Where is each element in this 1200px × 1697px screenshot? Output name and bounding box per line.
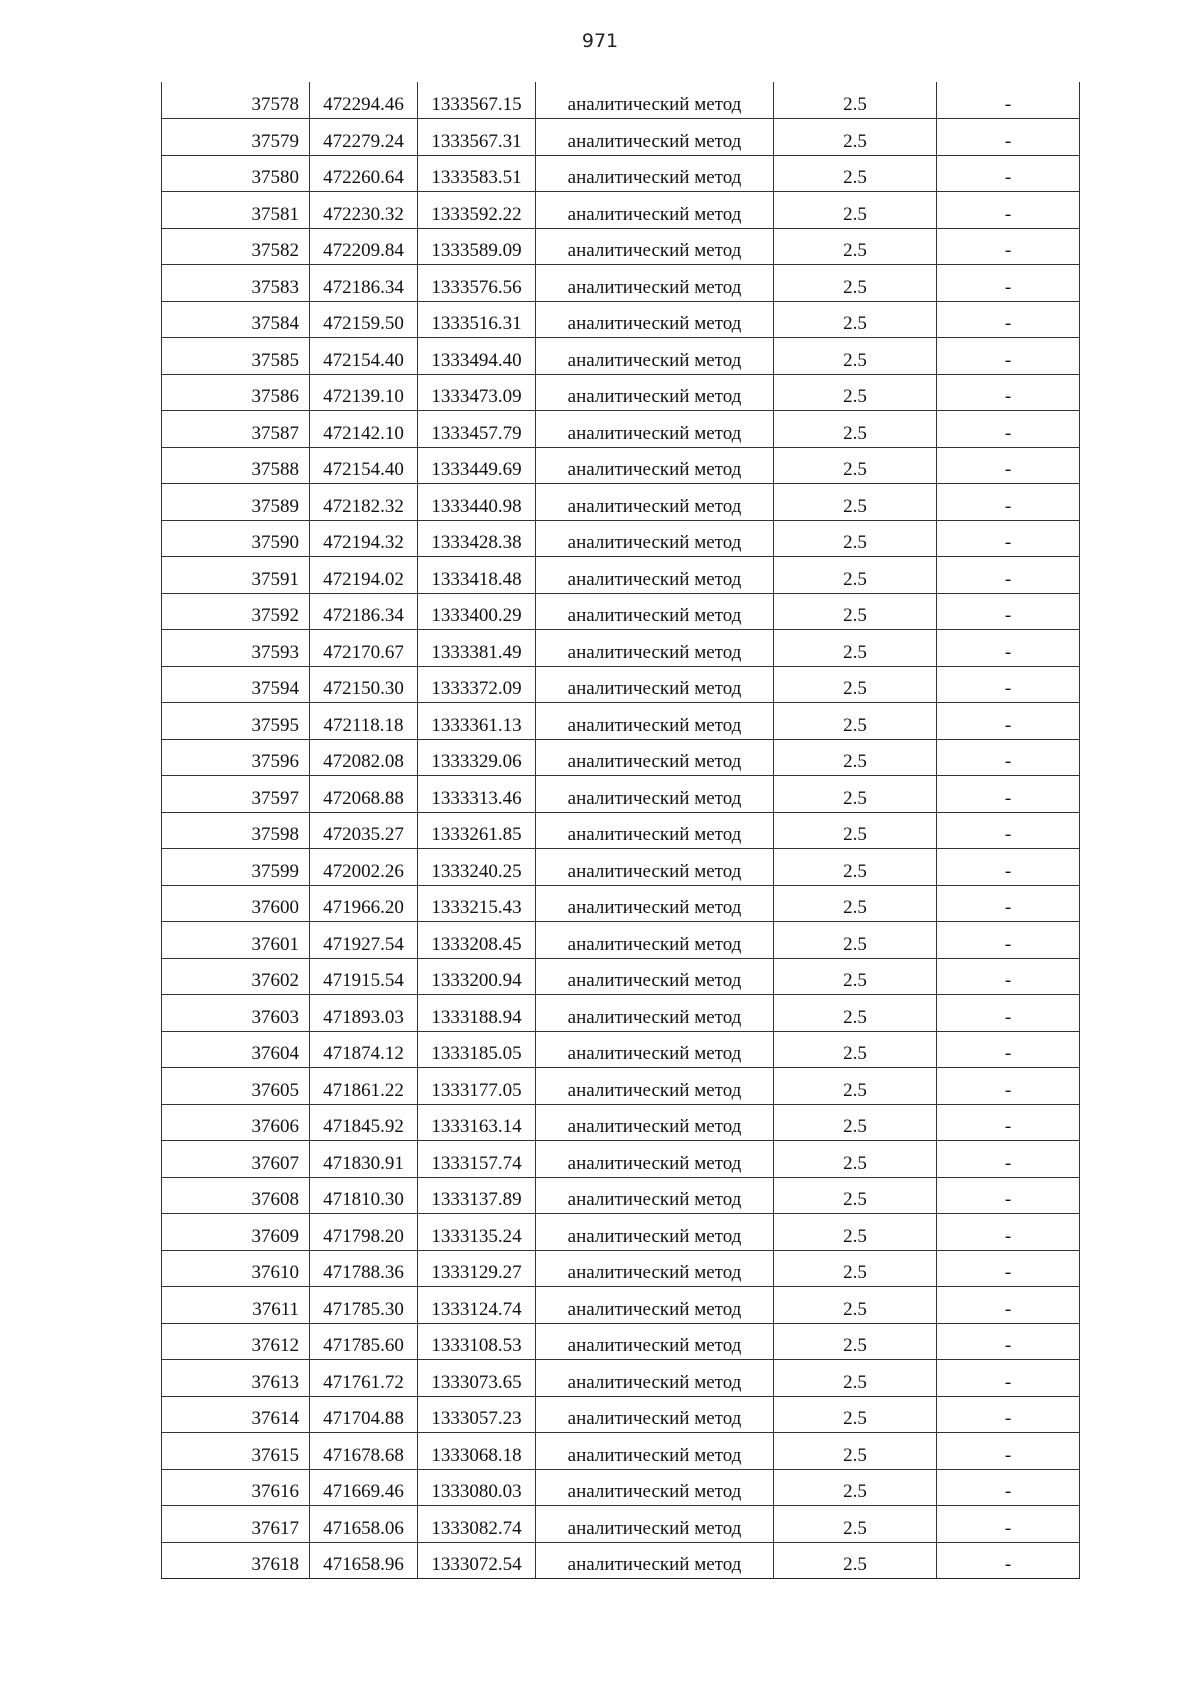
method-cell: аналитический метод [536, 1433, 774, 1470]
method-cell: аналитический метод [536, 1214, 774, 1251]
table-row [162, 484, 1080, 521]
method-cell: аналитический метод [536, 338, 774, 375]
accuracy-cell: 2.5 [774, 885, 937, 922]
method-cell: аналитический метод [536, 1141, 774, 1178]
table-row [162, 812, 1080, 849]
note-cell: - [937, 593, 1080, 630]
x-coordinate-cell: 472260.64 [310, 155, 418, 192]
point-number-cell: 37617 [162, 1506, 310, 1543]
method-cell: аналитический метод [536, 1506, 774, 1543]
accuracy-cell: 2.5 [774, 338, 937, 375]
y-coordinate-cell: 1333208.45 [418, 922, 536, 959]
point-number-cell: 37583 [162, 265, 310, 302]
table-row [162, 593, 1080, 630]
method-cell: аналитический метод [536, 812, 774, 849]
point-number-cell: 37585 [162, 338, 310, 375]
y-coordinate-cell: 1333163.14 [418, 1104, 536, 1141]
y-coordinate-cell: 1333157.74 [418, 1141, 536, 1178]
table-row [162, 1542, 1080, 1579]
accuracy-cell: 2.5 [774, 666, 937, 703]
x-coordinate-cell: 472159.50 [310, 301, 418, 338]
method-cell: аналитический метод [536, 484, 774, 521]
method-cell: аналитический метод [536, 374, 774, 411]
method-cell: аналитический метод [536, 1104, 774, 1141]
y-coordinate-cell: 1333135.24 [418, 1214, 536, 1251]
accuracy-cell: 2.5 [774, 1068, 937, 1105]
method-cell: аналитический метод [536, 739, 774, 776]
note-cell: - [937, 265, 1080, 302]
note-cell: - [937, 776, 1080, 813]
table-row [162, 192, 1080, 229]
note-cell: - [937, 338, 1080, 375]
method-cell: аналитический метод [536, 1323, 774, 1360]
note-cell: - [937, 630, 1080, 667]
x-coordinate-cell: 471845.92 [310, 1104, 418, 1141]
table-row [162, 703, 1080, 740]
x-coordinate-cell: 471669.46 [310, 1469, 418, 1506]
point-number-cell: 37608 [162, 1177, 310, 1214]
point-number-cell: 37592 [162, 593, 310, 630]
note-cell: - [937, 1433, 1080, 1470]
point-number-cell: 37610 [162, 1250, 310, 1287]
table-row [162, 1287, 1080, 1324]
table-row [162, 995, 1080, 1032]
accuracy-cell: 2.5 [774, 82, 937, 119]
y-coordinate-cell: 1333124.74 [418, 1287, 536, 1324]
note-cell: - [937, 1506, 1080, 1543]
note-cell: - [937, 812, 1080, 849]
x-coordinate-cell: 471861.22 [310, 1068, 418, 1105]
note-cell: - [937, 374, 1080, 411]
x-coordinate-cell: 472194.32 [310, 520, 418, 557]
y-coordinate-cell: 1333567.31 [418, 119, 536, 156]
method-cell: аналитический метод [536, 1068, 774, 1105]
method-cell: аналитический метод [536, 849, 774, 886]
point-number-cell: 37590 [162, 520, 310, 557]
note-cell: - [937, 922, 1080, 959]
table-row [162, 849, 1080, 886]
method-cell: аналитический метод [536, 1031, 774, 1068]
point-number-cell: 37618 [162, 1542, 310, 1579]
method-cell: аналитический метод [536, 776, 774, 813]
accuracy-cell: 2.5 [774, 192, 937, 229]
y-coordinate-cell: 1333185.05 [418, 1031, 536, 1068]
x-coordinate-cell: 471704.88 [310, 1396, 418, 1433]
y-coordinate-cell: 1333361.13 [418, 703, 536, 740]
y-coordinate-cell: 1333473.09 [418, 374, 536, 411]
method-cell: аналитический метод [536, 192, 774, 229]
accuracy-cell: 2.5 [774, 958, 937, 995]
point-number-cell: 37607 [162, 1141, 310, 1178]
table-row [162, 557, 1080, 594]
y-coordinate-cell: 1333494.40 [418, 338, 536, 375]
y-coordinate-cell: 1333381.49 [418, 630, 536, 667]
method-cell: аналитический метод [536, 1469, 774, 1506]
y-coordinate-cell: 1333372.09 [418, 666, 536, 703]
point-number-cell: 37599 [162, 849, 310, 886]
accuracy-cell: 2.5 [774, 301, 937, 338]
x-coordinate-cell: 472082.08 [310, 739, 418, 776]
table-row [162, 885, 1080, 922]
table-row [162, 1433, 1080, 1470]
x-coordinate-cell: 471830.91 [310, 1141, 418, 1178]
accuracy-cell: 2.5 [774, 1104, 937, 1141]
point-number-cell: 37595 [162, 703, 310, 740]
point-number-cell: 37597 [162, 776, 310, 813]
accuracy-cell: 2.5 [774, 849, 937, 886]
table-row [162, 1469, 1080, 1506]
table-row [162, 958, 1080, 995]
y-coordinate-cell: 1333215.43 [418, 885, 536, 922]
point-number-cell: 37611 [162, 1287, 310, 1324]
x-coordinate-cell: 472142.10 [310, 411, 418, 448]
y-coordinate-cell: 1333137.89 [418, 1177, 536, 1214]
y-coordinate-cell: 1333567.15 [418, 82, 536, 119]
table-row [162, 520, 1080, 557]
table-row [162, 447, 1080, 484]
method-cell: аналитический метод [536, 1177, 774, 1214]
method-cell: аналитический метод [536, 1542, 774, 1579]
table-row [162, 1068, 1080, 1105]
note-cell: - [937, 958, 1080, 995]
table-row [162, 1141, 1080, 1178]
y-coordinate-cell: 1333177.05 [418, 1068, 536, 1105]
y-coordinate-cell: 1333400.29 [418, 593, 536, 630]
method-cell: аналитический метод [536, 593, 774, 630]
note-cell: - [937, 557, 1080, 594]
x-coordinate-cell: 471915.54 [310, 958, 418, 995]
accuracy-cell: 2.5 [774, 1214, 937, 1251]
method-cell: аналитический метод [536, 630, 774, 667]
x-coordinate-cell: 471927.54 [310, 922, 418, 959]
note-cell: - [937, 1104, 1080, 1141]
table-row [162, 1104, 1080, 1141]
y-coordinate-cell: 1333576.56 [418, 265, 536, 302]
accuracy-cell: 2.5 [774, 1433, 937, 1470]
accuracy-cell: 2.5 [774, 995, 937, 1032]
point-number-cell: 37586 [162, 374, 310, 411]
point-number-cell: 37578 [162, 82, 310, 119]
x-coordinate-cell: 472068.88 [310, 776, 418, 813]
note-cell: - [937, 995, 1080, 1032]
accuracy-cell: 2.5 [774, 1177, 937, 1214]
accuracy-cell: 2.5 [774, 265, 937, 302]
table-row [162, 1506, 1080, 1543]
table-row [162, 1396, 1080, 1433]
method-cell: аналитический метод [536, 520, 774, 557]
note-cell: - [937, 1068, 1080, 1105]
y-coordinate-cell: 1333516.31 [418, 301, 536, 338]
point-number-cell: 37584 [162, 301, 310, 338]
accuracy-cell: 2.5 [774, 119, 937, 156]
y-coordinate-cell: 1333592.22 [418, 192, 536, 229]
x-coordinate-cell: 471785.30 [310, 1287, 418, 1324]
method-cell: аналитический метод [536, 82, 774, 119]
x-coordinate-cell: 471798.20 [310, 1214, 418, 1251]
accuracy-cell: 2.5 [774, 557, 937, 594]
note-cell: - [937, 1396, 1080, 1433]
note-cell: - [937, 1360, 1080, 1397]
y-coordinate-cell: 1333200.94 [418, 958, 536, 995]
x-coordinate-cell: 472186.34 [310, 593, 418, 630]
accuracy-cell: 2.5 [774, 1469, 937, 1506]
method-cell: аналитический метод [536, 1250, 774, 1287]
x-coordinate-cell: 472230.32 [310, 192, 418, 229]
point-number-cell: 37601 [162, 922, 310, 959]
accuracy-cell: 2.5 [774, 411, 937, 448]
note-cell: - [937, 192, 1080, 229]
y-coordinate-cell: 1333440.98 [418, 484, 536, 521]
y-coordinate-cell: 1333082.74 [418, 1506, 536, 1543]
method-cell: аналитический метод [536, 411, 774, 448]
point-number-cell: 37588 [162, 447, 310, 484]
point-number-cell: 37593 [162, 630, 310, 667]
note-cell: - [937, 666, 1080, 703]
accuracy-cell: 2.5 [774, 1506, 937, 1543]
x-coordinate-cell: 472182.32 [310, 484, 418, 521]
table-body [162, 82, 1080, 1579]
point-number-cell: 37589 [162, 484, 310, 521]
accuracy-cell: 2.5 [774, 1250, 937, 1287]
coordinates-table [161, 82, 1080, 1579]
point-number-cell: 37604 [162, 1031, 310, 1068]
method-cell: аналитический метод [536, 1360, 774, 1397]
point-number-cell: 37603 [162, 995, 310, 1032]
table-row [162, 265, 1080, 302]
note-cell: - [937, 1287, 1080, 1324]
method-cell: аналитический метод [536, 958, 774, 995]
y-coordinate-cell: 1333129.27 [418, 1250, 536, 1287]
point-number-cell: 37614 [162, 1396, 310, 1433]
note-cell: - [937, 301, 1080, 338]
table-row [162, 374, 1080, 411]
table-row [162, 1214, 1080, 1251]
table-row [162, 411, 1080, 448]
accuracy-cell: 2.5 [774, 155, 937, 192]
table-row [162, 82, 1080, 119]
note-cell: - [937, 1031, 1080, 1068]
y-coordinate-cell: 1333188.94 [418, 995, 536, 1032]
table-row [162, 119, 1080, 156]
y-coordinate-cell: 1333108.53 [418, 1323, 536, 1360]
point-number-cell: 37600 [162, 885, 310, 922]
y-coordinate-cell: 1333057.23 [418, 1396, 536, 1433]
point-number-cell: 37616 [162, 1469, 310, 1506]
note-cell: - [937, 849, 1080, 886]
accuracy-cell: 2.5 [774, 447, 937, 484]
x-coordinate-cell: 471966.20 [310, 885, 418, 922]
x-coordinate-cell: 472170.67 [310, 630, 418, 667]
point-number-cell: 37587 [162, 411, 310, 448]
page-number: 971 [581, 30, 619, 52]
x-coordinate-cell: 472154.40 [310, 338, 418, 375]
note-cell: - [937, 885, 1080, 922]
method-cell: аналитический метод [536, 447, 774, 484]
point-number-cell: 37580 [162, 155, 310, 192]
x-coordinate-cell: 471785.60 [310, 1323, 418, 1360]
table-row [162, 338, 1080, 375]
table-row [162, 1250, 1080, 1287]
note-cell: - [937, 155, 1080, 192]
note-cell: - [937, 228, 1080, 265]
point-number-cell: 37581 [162, 192, 310, 229]
x-coordinate-cell: 472118.18 [310, 703, 418, 740]
point-number-cell: 37606 [162, 1104, 310, 1141]
note-cell: - [937, 739, 1080, 776]
x-coordinate-cell: 471893.03 [310, 995, 418, 1032]
accuracy-cell: 2.5 [774, 374, 937, 411]
point-number-cell: 37613 [162, 1360, 310, 1397]
x-coordinate-cell: 472209.84 [310, 228, 418, 265]
y-coordinate-cell: 1333240.25 [418, 849, 536, 886]
accuracy-cell: 2.5 [774, 1396, 937, 1433]
point-number-cell: 37591 [162, 557, 310, 594]
x-coordinate-cell: 472150.30 [310, 666, 418, 703]
accuracy-cell: 2.5 [774, 776, 937, 813]
table-row [162, 922, 1080, 959]
table-row [162, 301, 1080, 338]
table-row [162, 1031, 1080, 1068]
note-cell: - [937, 411, 1080, 448]
method-cell: аналитический метод [536, 301, 774, 338]
table-row [162, 776, 1080, 813]
note-cell: - [937, 119, 1080, 156]
method-cell: аналитический метод [536, 1287, 774, 1324]
point-number-cell: 37602 [162, 958, 310, 995]
point-number-cell: 37605 [162, 1068, 310, 1105]
method-cell: аналитический метод [536, 1396, 774, 1433]
point-number-cell: 37615 [162, 1433, 310, 1470]
table-row [162, 1360, 1080, 1397]
table-row [162, 630, 1080, 667]
note-cell: - [937, 484, 1080, 521]
x-coordinate-cell: 472186.34 [310, 265, 418, 302]
x-coordinate-cell: 472194.02 [310, 557, 418, 594]
y-coordinate-cell: 1333068.18 [418, 1433, 536, 1470]
method-cell: аналитический метод [536, 265, 774, 302]
note-cell: - [937, 520, 1080, 557]
note-cell: - [937, 82, 1080, 119]
method-cell: аналитический метод [536, 703, 774, 740]
note-cell: - [937, 1323, 1080, 1360]
x-coordinate-cell: 471658.96 [310, 1542, 418, 1579]
point-number-cell: 37609 [162, 1214, 310, 1251]
method-cell: аналитический метод [536, 557, 774, 594]
note-cell: - [937, 447, 1080, 484]
y-coordinate-cell: 1333329.06 [418, 739, 536, 776]
point-number-cell: 37579 [162, 119, 310, 156]
accuracy-cell: 2.5 [774, 812, 937, 849]
accuracy-cell: 2.5 [774, 1031, 937, 1068]
x-coordinate-cell: 471788.36 [310, 1250, 418, 1287]
x-coordinate-cell: 471678.68 [310, 1433, 418, 1470]
note-cell: - [937, 1177, 1080, 1214]
x-coordinate-cell: 472002.26 [310, 849, 418, 886]
note-cell: - [937, 1214, 1080, 1251]
y-coordinate-cell: 1333449.69 [418, 447, 536, 484]
x-coordinate-cell: 472154.40 [310, 447, 418, 484]
y-coordinate-cell: 1333080.03 [418, 1469, 536, 1506]
x-coordinate-cell: 471761.72 [310, 1360, 418, 1397]
x-coordinate-cell: 471658.06 [310, 1506, 418, 1543]
note-cell: - [937, 703, 1080, 740]
accuracy-cell: 2.5 [774, 520, 937, 557]
accuracy-cell: 2.5 [774, 593, 937, 630]
table-row [162, 1323, 1080, 1360]
note-cell: - [937, 1250, 1080, 1287]
method-cell: аналитический метод [536, 922, 774, 959]
y-coordinate-cell: 1333418.48 [418, 557, 536, 594]
point-number-cell: 37612 [162, 1323, 310, 1360]
method-cell: аналитический метод [536, 885, 774, 922]
x-coordinate-cell: 472294.46 [310, 82, 418, 119]
accuracy-cell: 2.5 [774, 630, 937, 667]
table-row [162, 666, 1080, 703]
table-row [162, 155, 1080, 192]
x-coordinate-cell: 472139.10 [310, 374, 418, 411]
accuracy-cell: 2.5 [774, 484, 937, 521]
point-number-cell: 37598 [162, 812, 310, 849]
y-coordinate-cell: 1333583.51 [418, 155, 536, 192]
method-cell: аналитический метод [536, 155, 774, 192]
accuracy-cell: 2.5 [774, 1360, 937, 1397]
note-cell: - [937, 1141, 1080, 1178]
table-row [162, 1177, 1080, 1214]
x-coordinate-cell: 471810.30 [310, 1177, 418, 1214]
method-cell: аналитический метод [536, 666, 774, 703]
point-number-cell: 37596 [162, 739, 310, 776]
y-coordinate-cell: 1333428.38 [418, 520, 536, 557]
note-cell: - [937, 1542, 1080, 1579]
x-coordinate-cell: 472279.24 [310, 119, 418, 156]
y-coordinate-cell: 1333261.85 [418, 812, 536, 849]
y-coordinate-cell: 1333073.65 [418, 1360, 536, 1397]
table-row [162, 739, 1080, 776]
x-coordinate-cell: 472035.27 [310, 812, 418, 849]
note-cell: - [937, 1469, 1080, 1506]
y-coordinate-cell: 1333589.09 [418, 228, 536, 265]
accuracy-cell: 2.5 [774, 1141, 937, 1178]
accuracy-cell: 2.5 [774, 1542, 937, 1579]
accuracy-cell: 2.5 [774, 1323, 937, 1360]
accuracy-cell: 2.5 [774, 703, 937, 740]
accuracy-cell: 2.5 [774, 739, 937, 776]
y-coordinate-cell: 1333072.54 [418, 1542, 536, 1579]
method-cell: аналитический метод [536, 995, 774, 1032]
method-cell: аналитический метод [536, 228, 774, 265]
y-coordinate-cell: 1333457.79 [418, 411, 536, 448]
method-cell: аналитический метод [536, 119, 774, 156]
accuracy-cell: 2.5 [774, 1287, 937, 1324]
table-row [162, 228, 1080, 265]
x-coordinate-cell: 471874.12 [310, 1031, 418, 1068]
point-number-cell: 37594 [162, 666, 310, 703]
y-coordinate-cell: 1333313.46 [418, 776, 536, 813]
accuracy-cell: 2.5 [774, 922, 937, 959]
accuracy-cell: 2.5 [774, 228, 937, 265]
point-number-cell: 37582 [162, 228, 310, 265]
